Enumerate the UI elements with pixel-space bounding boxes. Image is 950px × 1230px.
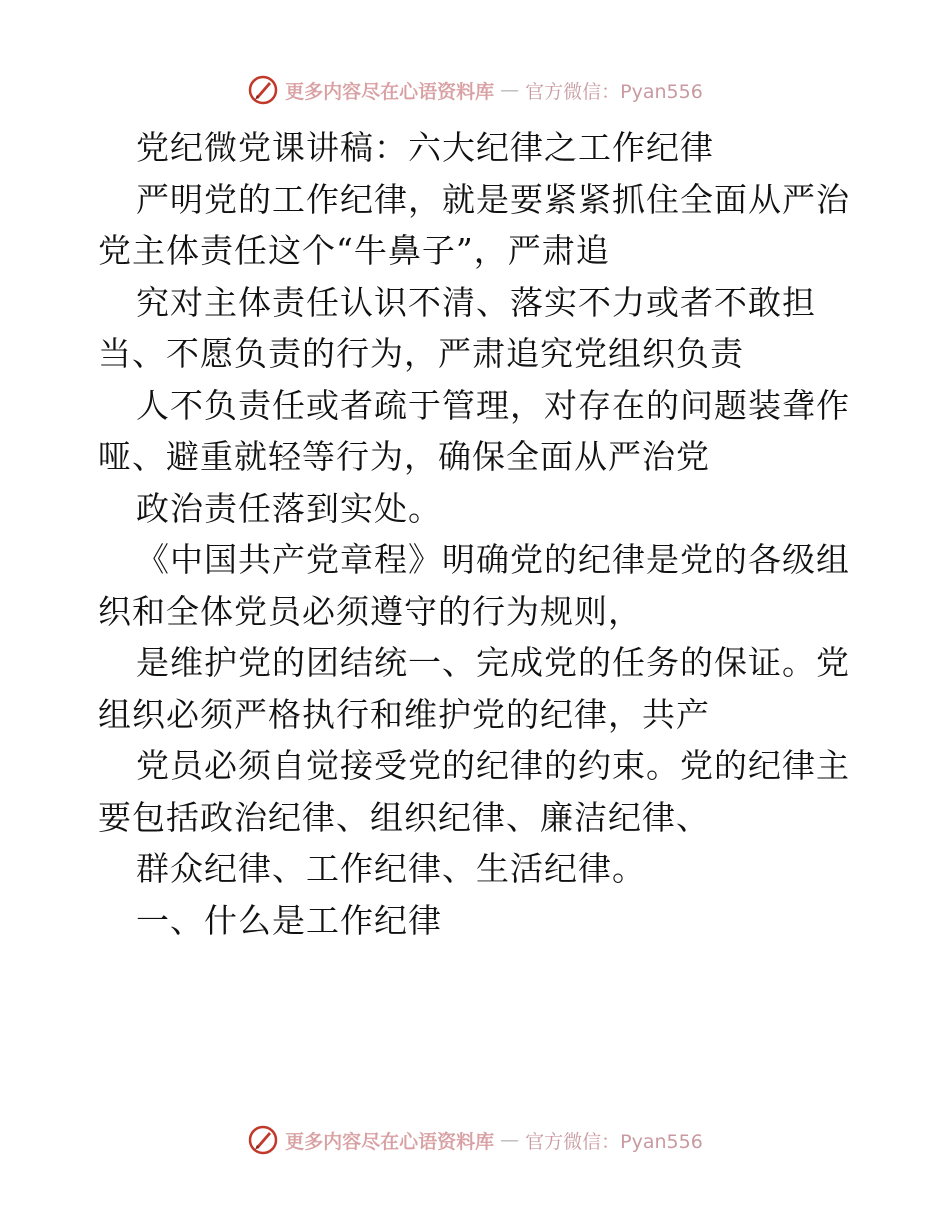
quill-pen-logo-icon: [247, 1124, 279, 1156]
footer-wechat-text: 官方微信：Pyan556: [525, 1130, 703, 1153]
header-banner: [0, 70, 950, 110]
footer-promo-text: 更多内容尽在心语资料库: [285, 1130, 495, 1153]
document-title: 党纪微党课讲稿：六大纪律之工作纪律: [136, 128, 714, 167]
paragraph-line: 组织必须严格执行和维护党的纪律，共产: [98, 694, 710, 734]
paragraph-line: 当、不愿负责的行为，严肃追究党组织负责: [98, 334, 744, 373]
paragraph-line: 究对主体责任认识不清、落实不力或者不敢担: [136, 282, 816, 322]
paragraph-line: 是维护党的团结统一、完成党的任务的保证。党: [136, 643, 850, 682]
paragraph-line: 政治责任落到实处。: [136, 488, 442, 528]
section-heading: 一、什么是工作纪律: [136, 900, 442, 940]
footer-separator: —: [500, 1129, 520, 1151]
paragraph-line: 严明党的工作纪律，就是要紧紧抓住全面从严治: [136, 179, 850, 219]
quill-pen-logo-icon: [247, 74, 279, 106]
document-body: [98, 122, 858, 946]
header-wechat-text: 官方微信：Pyan556: [525, 80, 703, 103]
header-separator: —: [500, 79, 520, 101]
paragraph-line: 党主体责任这个“牛鼻子”，严肃追: [98, 231, 610, 270]
header-promo-text: 更多内容尽在心语资料库: [285, 80, 495, 103]
footer-banner: [0, 1120, 950, 1160]
paragraph-line: 人不负责任或者疏于管理，对存在的问题装聋作: [136, 385, 850, 425]
paragraph-line: 哑、避重就轻等行为，确保全面从严治党: [98, 437, 710, 476]
paragraph-line: 织和全体党员必须遵守的行为规则，: [98, 591, 642, 631]
paragraph-line: 《中国共产党章程》明确党的纪律是党的各级组: [136, 540, 850, 579]
paragraph-line: 要包括政治纪律、组织纪律、廉洁纪律、: [98, 797, 710, 837]
paragraph-line: 党员必须自觉接受党的纪律的约束。党的纪律主: [136, 746, 850, 785]
paragraph-line: 群众纪律、工作纪律、生活纪律。: [136, 849, 646, 888]
